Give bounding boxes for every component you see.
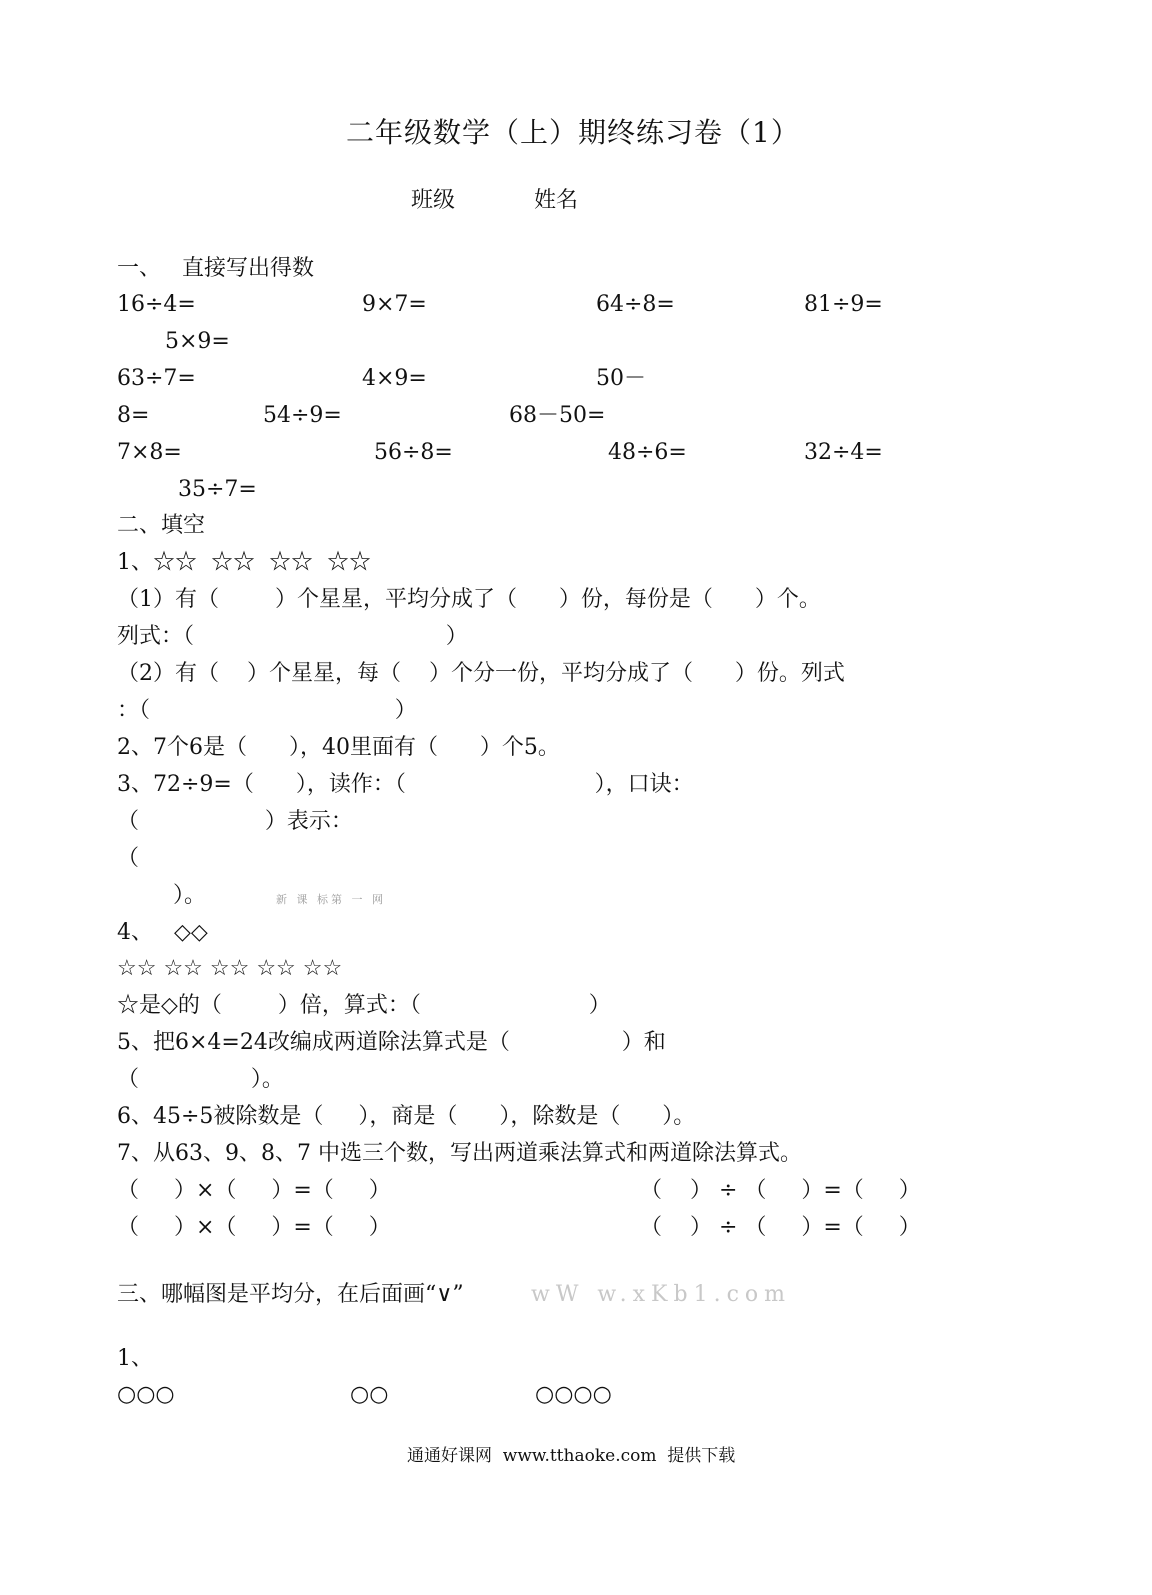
problem: 68－50=	[509, 403, 606, 428]
watermark-url: wW w.xKb1.com	[531, 1282, 791, 1307]
circle-group: ○○○	[117, 1382, 175, 1407]
q1-part1: （1）有（ ）个星星，平均分成了（ ）份，每份是（ ）个。	[117, 587, 821, 612]
q7-mul-row: （ ）×（ ）=（ ）	[117, 1215, 391, 1240]
q7-div-row: （ ） ÷ （ ）=（ ）	[640, 1178, 921, 1203]
watermark-text: 新 课 标第 一 网	[276, 893, 386, 906]
q1-part2: （2）有（ ）个星星，每（ ）个分一份，平均分成了（ ）份。列式	[117, 661, 845, 686]
problem: 4×9=	[362, 366, 427, 391]
problem: 64÷8=	[596, 292, 675, 317]
class-label: 班级	[411, 188, 456, 213]
problem: 9×7=	[362, 292, 427, 317]
page-title: 二年级数学（上）期终练习卷（1）	[346, 116, 800, 149]
q7-mul-row: （ ）×（ ）=（ ）	[117, 1178, 391, 1203]
name-label: 姓名	[534, 188, 579, 213]
q3-line4: ）。	[117, 883, 206, 908]
q3-line2: （ ）表示：	[117, 809, 353, 834]
circle-group: ○○	[350, 1382, 389, 1407]
footer-credit: 通通好课网 www.tthaoke.com 提供下载	[407, 1446, 736, 1466]
q1-part1-formula: 列式：（ ）	[117, 624, 468, 649]
problem: 56÷8=	[374, 440, 453, 465]
problem: 32÷4=	[804, 440, 883, 465]
problem: 81÷9=	[804, 292, 883, 317]
q1-stars: 1、☆☆ ☆☆ ☆☆ ☆☆	[117, 550, 371, 575]
section1-heading: 一、 直接写出得数	[117, 256, 314, 281]
problem: 54÷9=	[263, 403, 342, 428]
circle-group: ○○○○	[535, 1382, 612, 1407]
q5-line2: （ ）。	[117, 1067, 284, 1092]
q4-stars: ☆☆ ☆☆ ☆☆ ☆☆ ☆☆	[117, 956, 343, 981]
problem: 63÷7=	[117, 366, 196, 391]
q6: 6、45÷5被除数是（ ），商是（ ），除数是（ ）。	[117, 1104, 696, 1129]
section3-heading: 三、哪幅图是平均分，在后面画“∨”	[117, 1282, 464, 1307]
problem: 50－	[596, 366, 646, 391]
q3-line1: 3、72÷9=（ ），读作：（ ），口诀：	[117, 772, 694, 797]
section2-heading: 二、填空	[117, 513, 206, 538]
problem: 8=	[117, 403, 150, 428]
problem: 7×8=	[117, 440, 182, 465]
q7-div-row: （ ） ÷ （ ）=（ ）	[640, 1215, 921, 1240]
problem: 35÷7=	[178, 477, 257, 502]
q4-line1: 4、 ◇◇	[117, 920, 208, 945]
problem: 48÷6=	[608, 440, 687, 465]
problem: 16÷4=	[117, 292, 196, 317]
q4-line2: ☆是◇的（ ）倍，算式：（ ）	[117, 993, 611, 1018]
q2: 2、7个6是（ ），40里面有（ ）个5。	[117, 735, 560, 760]
q5-line1: 5、把6×4=24改编成两道除法算式是（ ）和	[117, 1030, 666, 1055]
q3-line3: （	[117, 846, 140, 871]
problem: 5×9=	[165, 329, 230, 354]
q1-part2-formula: ：（ ）	[117, 698, 417, 723]
s3-q1-label: 1、	[117, 1346, 153, 1371]
q7-heading: 7、从63、9、8、7 中选三个数，写出两道乘法算式和两道除法算式。	[117, 1141, 802, 1166]
